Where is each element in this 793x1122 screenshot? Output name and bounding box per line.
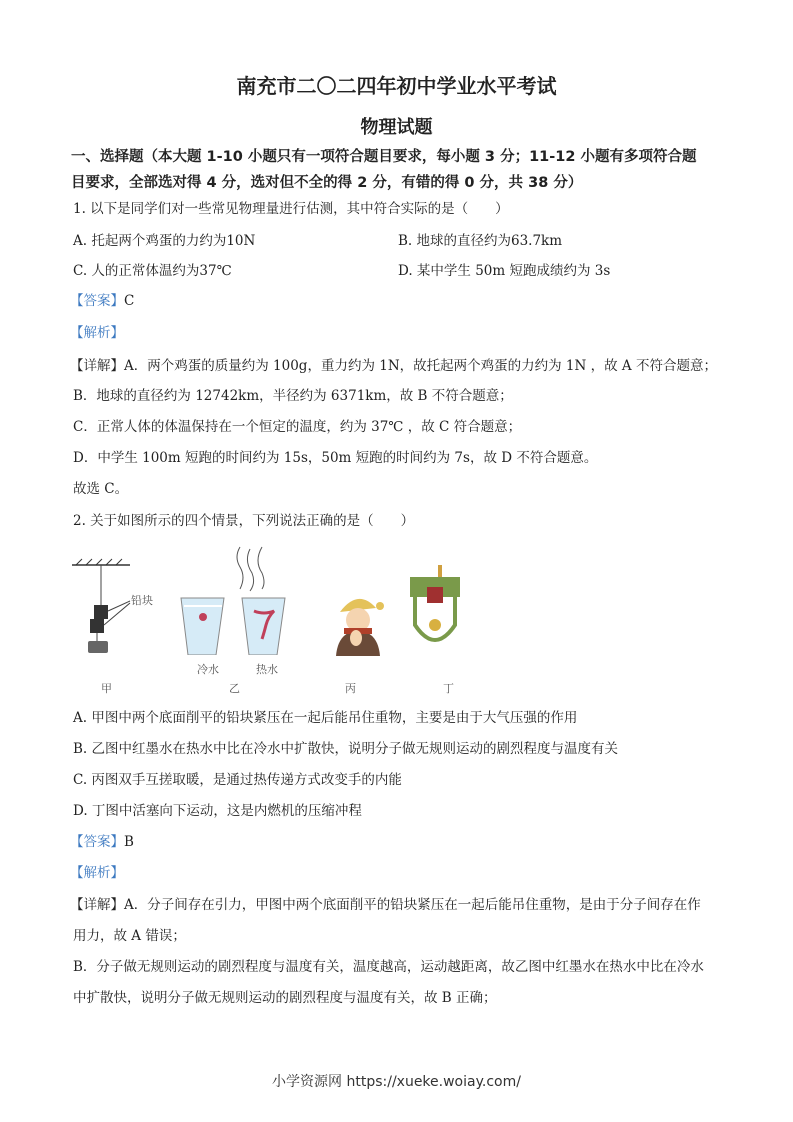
q1-option-d: D. 某中学生 50m 短跑成绩约为 3s [398,263,611,279]
cold-water-label: 冷水 [197,663,219,676]
q2-analysis-label: 【解析】 [70,865,124,881]
figure-ink-diffusion [178,545,298,655]
q1-detail-3: D．中学生 100m 短跑的时间约为 15s，50m 短跑的时间约为 7s，故 D 不符合题意。 [73,450,598,466]
caption-ding: 丁 [443,682,454,695]
section-heading-line1: 一、选择题（本大题 1-10 小题只有一项符合题目要求，每小题 3 分；11-12 小题有多项符合题 [71,149,697,165]
q1-option-c: C. 人的正常体温约为37℃ [73,263,232,279]
figure-lead-blocks [68,545,168,660]
q2-detail-3: 中扩散快，说明分子做无规则运动的剧烈程度与温度有关，故 B 正确； [73,990,497,1006]
q2-stem: 2. 关于如图所示的四个情景，下列说法正确的是（ ） [73,513,415,529]
q2-option-c: C. 丙图双手互搓取暖，是通过热传递方式改变手的内能 [73,772,402,788]
detail-text: A．分子间存在引力，甲图中两个底面削平的铅块紧压在一起后能吊住重物，是由于分子间存在作 [124,897,701,913]
answer-value: C [124,293,135,309]
q1-detail-0 [70,357,717,375]
exam-title: 南充市二〇二四年初中学业水平考试 [236,74,557,98]
answer-label: 【答案】 [70,834,124,850]
q1-stem: 1. 以下是同学们对一些常见物理量进行估测，其中符合实际的是（ ） [73,201,509,217]
q2-option-a: A. 甲图中两个底面削平的铅块紧压在一起后能吊住重物，主要是由于大气压强的作用 [73,710,578,726]
q2-detail-2: B．分子做无规则运动的剧烈程度与温度有关，温度越高，运动越距离，故乙图中红墨水在热水中比在冷水 [73,959,704,975]
q1-detail-1: B．地球的直径约为 12742km，半径约为 6371km，故 B 不符合题意； [73,388,513,404]
q1-detail-2: C．正常人体的体温保持在一个恒定的温度，约为 37℃ ，故 C 符合题意； [73,419,522,435]
answer-value: B [124,834,134,850]
q1-analysis-label: 【解析】 [70,325,124,341]
figure-rubbing-hands [330,590,390,660]
q2-detail-0 [70,896,701,914]
q1-detail-4: 故选 C。 [73,481,129,497]
detail-label: 【详解】 [70,897,124,913]
q1-option-a: A. 托起两个鸡蛋的力约为10N [73,233,256,249]
figure-engine [405,565,465,650]
q1-option-b: B. 地球的直径约为63.7km [398,233,563,249]
hot-water-label: 热水 [256,663,278,676]
q2-option-d: D. 丁图中活塞向下运动，这是内燃机的压缩冲程 [73,803,362,819]
caption-jia: 甲 [101,682,112,695]
q2-detail-1: 用力，故 A 错误； [73,928,186,944]
q1-answer [70,292,134,310]
detail-text: A．两个鸡蛋的质量约为 100g，重力约为 1N，故托起两个鸡蛋的力约为 1N ，故 A 不符合题意； [124,358,717,374]
q2-option-b: B. 乙图中红墨水在热水中比在冷水中扩散快，说明分子做无规则运动的剧烈程度与温度有关 [73,741,619,757]
footer-watermark: 小学资源网 https://xueke.woiay.com/ [272,1074,521,1090]
caption-bing: 丙 [345,682,356,695]
lead-label: 铅块 [131,594,153,607]
detail-label: 【详解】 [70,358,124,374]
caption-yi: 乙 [229,682,240,695]
answer-label: 【答案】 [70,293,124,309]
section-heading-line2: 目要求，全部选对得 4 分，选对但不全的得 2 分，有错的得 0 分，共 38 分） [71,175,583,191]
exam-subtitle: 物理试题 [360,117,433,138]
q2-answer [70,833,134,851]
